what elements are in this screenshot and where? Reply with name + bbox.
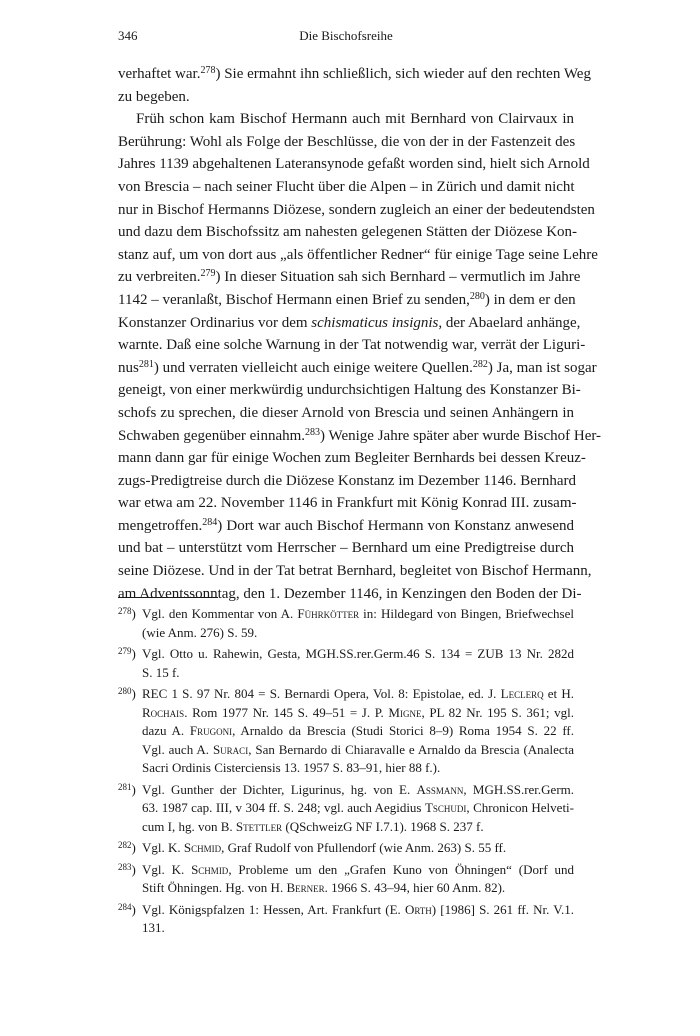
text-span: S. 15 f. <box>142 664 180 680</box>
footnote <box>118 685 574 778</box>
footnote-number: $^{281}$) <box>118 781 136 797</box>
body-line <box>118 131 574 154</box>
text-span: verhaftet war. <box>118 66 201 82</box>
footnote-ref: 279 <box>200 268 216 280</box>
text-span: schofs zu sprechen, die dieser Arnold von Brescia und seinen Anhängern in <box>118 404 574 421</box>
text-span: , San Bernardo di Chiaravalle e Arnaldo da Brescia (Analecta <box>248 741 574 757</box>
text-span: ) Sie ermahnt ihn schließlich, sich wieder auf den rechten Weg <box>215 66 591 82</box>
footnote-text <box>142 901 574 938</box>
text-span: Vgl. Königspfalzen 1: Hessen, Art. Frankfurt (E. <box>142 901 405 917</box>
body-line <box>118 379 581 402</box>
text-span: Konstanzer Ordinarius vor dem <box>118 314 312 331</box>
body-line <box>118 470 577 493</box>
text-span: Migne <box>388 704 422 720</box>
footnote-ref: 282 <box>472 358 488 370</box>
text-span: Vgl. K. <box>142 840 184 855</box>
footnote-ref: 280 <box>469 290 485 302</box>
text-span: Vgl. auch A. <box>142 741 213 757</box>
footnote-line <box>142 861 574 880</box>
text-span: Schmid <box>191 861 229 877</box>
body-line <box>118 176 574 199</box>
footnote-ref: 283 <box>305 426 321 438</box>
text-span: ) In dieser Situation sah sich Bernhard – vermutlich im Jahre <box>215 269 581 286</box>
text-span: et H. <box>543 686 575 701</box>
footnote-line <box>142 685 574 704</box>
body-line <box>118 402 574 425</box>
body-line <box>118 492 577 515</box>
footnote-ref: 281 <box>138 358 154 370</box>
text-span: Frugoni <box>189 723 233 738</box>
text-span: am Adventssonntag, den 1. Dezember 1146, in Kenzingen den Boden der Di- <box>118 585 582 602</box>
text-span: Leclerq <box>500 686 544 701</box>
text-span: mann dann gar für einige Wochen zum Begleiter Bernhards bei dessen Kreuz- <box>118 450 586 467</box>
text-span: 131. <box>142 920 165 935</box>
footnote <box>118 605 574 642</box>
footnote-number: $^{284}$) <box>118 901 136 917</box>
text-span: nur in Bischof Hermanns Diözese, sondern zugleich an einer der bedeutendsten <box>118 201 595 218</box>
text-span: , Chronicon Helveti- <box>466 800 574 815</box>
text-span: Schmid <box>183 840 222 855</box>
footnote-line <box>142 879 574 898</box>
body-line <box>118 425 602 448</box>
footnote-number-label: 279 <box>118 646 132 656</box>
footnote <box>118 839 574 858</box>
text-span: ) Dort war auch Bischof Hermann von Konstanz anwesend <box>217 517 574 534</box>
footnote-line <box>142 818 574 837</box>
text-span: Vgl. K. <box>142 861 192 877</box>
footnote-line <box>142 839 574 858</box>
footnote-ref: 278 <box>200 65 216 76</box>
text-span: 1142 – veranlaßt, Bischof Hermann einen Brief zu senden, <box>118 291 470 308</box>
footnote-line <box>142 704 574 723</box>
footnote-text <box>142 685 574 778</box>
body-line <box>118 108 574 131</box>
footnote-number-label: 283 <box>118 861 132 872</box>
body-line <box>118 515 574 538</box>
footnote-separator <box>118 597 218 598</box>
text-span: ) [1986] S. 261 ff. Nr. V.1. <box>431 901 575 917</box>
text-span: Stift Öhningen. Hg. von H. <box>142 880 287 895</box>
body-line <box>118 312 581 335</box>
body-line <box>118 153 590 176</box>
footnote-number-label: 282 <box>118 840 132 850</box>
footnote-number: $^{280}$) <box>118 686 136 701</box>
footnote-number: $^{283}$) <box>118 861 136 877</box>
main-text <box>118 63 602 605</box>
body-line <box>118 199 595 222</box>
body-line <box>118 86 574 109</box>
footnote-number: $^{278}$) <box>118 606 136 621</box>
text-span: Orth <box>404 901 432 917</box>
footnote-line <box>142 759 574 778</box>
page-header <box>118 28 574 46</box>
page-number: 346 <box>118 28 138 43</box>
text-span: REC 1 S. 97 Nr. 804 = S. Bernardi Opera, Vol. 8: Epistolae, ed. J. <box>142 686 501 701</box>
text-span: Berner <box>286 880 325 895</box>
footnote-line <box>142 605 574 624</box>
footnote <box>118 781 574 837</box>
text-span: dazu A. <box>142 723 190 738</box>
text-span: Sacri Ordinis Cisterciensis 13. 1957 S. 83–91, hier 88 f.). <box>142 760 441 775</box>
text-span: Tschudi <box>424 800 467 815</box>
body-line <box>118 266 581 289</box>
body-line <box>118 63 591 86</box>
body-line <box>118 289 574 312</box>
text-span: zugs-Predigtreise durch die Diözese Konstanz im Dezember 1146. Bernhard <box>118 472 577 489</box>
text-span: Vgl. den Kommentar von A. <box>142 606 298 621</box>
text-span: zu begeben. <box>118 88 190 105</box>
footnote-line <box>142 799 574 818</box>
body-line <box>118 334 586 357</box>
footnote-line <box>142 741 574 760</box>
text-span: warnte. Daß eine solche Warnung in der Tat notwendig war, verrät der Liguri- <box>118 337 586 354</box>
text-span: war etwa am 22. November 1146 in Frankfurt mit König Konrad III. zusam- <box>118 495 577 512</box>
footnote-number-label: 278 <box>118 606 132 616</box>
text-span: , der Abaelard anhänge, <box>438 314 581 331</box>
footnote-line <box>142 722 574 741</box>
text-span: , Graf Rudolf von Pfullendorf (wie Anm. 263) S. 55 ff. <box>221 840 507 855</box>
footnote-number-label: 284 <box>118 901 132 912</box>
text-span: nus <box>118 359 139 376</box>
body-line <box>118 244 598 267</box>
text-span: (wie Anm. 276) S. 59. <box>142 624 258 640</box>
footnotes <box>118 602 574 938</box>
footnote-text <box>142 781 574 837</box>
text-span: Vgl. Otto u. Rahewin, Gesta, MGH.SS.rer.Germ.46 S. 134 = ZUB 13 Nr. 282d <box>142 646 574 661</box>
text-span: geneigt, von einer merkwürdig undurchsichtigen Haltung des Konstanzer Bi- <box>118 382 581 399</box>
footnote-line <box>142 781 574 800</box>
text-span: Führkötter <box>297 606 360 621</box>
text-span: , Probleme um den „Grafen Kuno von Öhningen“ (Dorf und <box>228 861 574 877</box>
text-span: und bat – unterstützt vom Herrscher – Bernhard um eine Predigtreise durch <box>118 540 574 557</box>
text-span: mengetroffen. <box>118 517 203 534</box>
text-span: Früh schon kam Bischof Hermann auch mit Bernhard von Clairvaux in <box>136 111 574 128</box>
text-span: in: Hildegard von Bingen, Briefwechsel <box>359 606 574 621</box>
text-span: , PL 82 Nr. 195 S. 361; vgl. <box>421 704 574 720</box>
footnote-text <box>142 645 574 682</box>
footnote-text <box>142 839 574 858</box>
text-span: . 1966 S. 43–94, hier 60 Anm. 82). <box>324 880 506 895</box>
text-span: (QSchweizG NF I.7.1). 1968 S. 237 f. <box>282 818 484 834</box>
text-span: seine Diözese. Und in der Tat betrat Bernhard, begleitet von Bischof Hermann, <box>118 563 592 580</box>
text-span: 63. 1987 cap. III, v 304 ff. S. 248; vgl. auch Aegidius <box>142 800 425 815</box>
text-span: ) Wenige Jahre später aber wurde Bischof Her- <box>320 427 602 444</box>
text-span: Vgl. Gunther der Dichter, Ligurinus, hg. von E. <box>142 781 417 797</box>
footnote-number-label: 280 <box>118 686 132 696</box>
text-span: von Brescia – nach seiner Flucht über die Alpen – in Zürich und damit nicht <box>118 178 575 195</box>
text-span: stanz auf, um von dort aus „als öffentlicher Redner“ für einige Tage seine Lehre <box>118 246 598 263</box>
text-span: Jahres 1139 abgehaltenen Lateransynode gefaßt worden sind, hielt sich Arnold <box>118 156 590 173</box>
text-span: , Arnaldo da Brescia (Studi Storici 8–9) Roma 1954 S. 22 ff. <box>232 723 574 738</box>
body-line <box>118 447 586 470</box>
text-span: Rochais <box>142 704 185 720</box>
text-span: zu verbreiten. <box>118 269 201 286</box>
running-head: Die Bischofsreihe <box>299 28 393 43</box>
body-line <box>118 560 592 583</box>
footnote-text <box>142 861 574 898</box>
body-line <box>118 221 578 244</box>
text-span: . Rom 1977 Nr. 145 S. 49–51 = J. P. <box>184 704 389 720</box>
text-span: und dazu dem Bischofssitz am nahesten gelegenen Stätten der Diözese Kon- <box>118 224 578 241</box>
footnote-number: $^{282}$) <box>118 840 136 855</box>
text-span: Berührung: Wohl als Folge der Beschlüsse, die von der in der Fastenzeit des <box>118 133 576 150</box>
text-span: ) in dem er den <box>484 291 576 308</box>
text-span: cum I, hg. von B. <box>142 818 236 834</box>
footnote-line <box>142 664 574 683</box>
footnote <box>118 645 574 682</box>
text-span: ) Ja, man ist sogar <box>487 359 597 376</box>
footnote-ref: 284 <box>202 516 218 528</box>
body-line <box>118 357 597 380</box>
text-span: Schwaben gegenüber einnahm. <box>118 427 306 444</box>
text-span: Suraci <box>212 741 249 757</box>
footnote-line <box>142 901 574 920</box>
footnote <box>118 901 574 938</box>
footnote-text <box>142 605 574 642</box>
text-span: ) und verraten vielleicht auch einige weitere Quellen. <box>153 359 473 376</box>
footnote-number: $^{279}$) <box>118 646 136 661</box>
text-span: Stettler <box>235 818 283 834</box>
text-span: Assmann <box>416 781 464 797</box>
footnote-line <box>142 919 574 938</box>
footnote-number-label: 281 <box>118 781 132 792</box>
footnote <box>118 861 574 898</box>
body-line <box>118 537 574 560</box>
text-span: , MGH.SS.rer.Germ. <box>463 781 575 797</box>
text-span: schismaticus insignis <box>311 314 439 331</box>
footnote-line <box>142 624 574 643</box>
footnote-line <box>142 645 574 664</box>
